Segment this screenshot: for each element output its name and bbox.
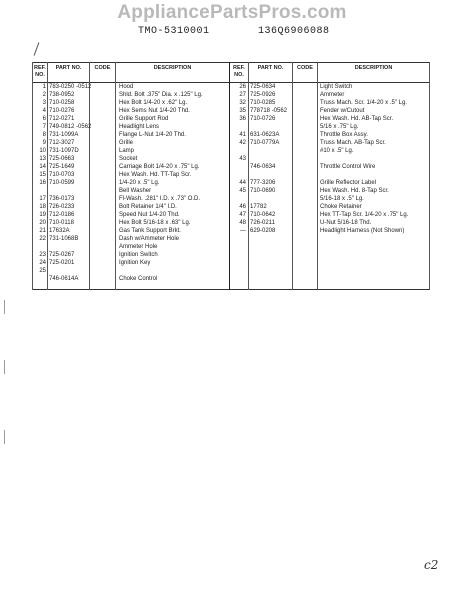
ref-no: 9: [42, 140, 46, 146]
description: Ammeter Hole: [119, 244, 158, 250]
part-no: 783-0250 -0512: [49, 84, 92, 90]
ref-no: 27: [239, 92, 246, 98]
part-no: 777-3206: [250, 180, 276, 186]
ref-no: 36: [239, 116, 246, 122]
ref-no: 23: [39, 252, 46, 258]
table-row: [32, 260, 430, 267]
header-code-left: CODE: [94, 65, 111, 71]
parts-list-table: [32, 62, 430, 290]
ref-no: 19: [39, 212, 46, 218]
header-part-left: PART NO.: [55, 65, 82, 71]
table-row: [32, 268, 430, 275]
part-no: 712-0186: [49, 212, 75, 218]
header-part-right: PART NO.: [257, 65, 284, 71]
ref-no: 17: [39, 196, 46, 202]
part-no: 710-0276: [49, 108, 75, 114]
ref-no: 7: [42, 124, 46, 130]
description: Grille Reflector Label: [320, 180, 377, 186]
part-no: 710-0258: [49, 100, 75, 106]
description: Headlight Harness (Not Shown): [320, 228, 405, 234]
part-no: 710-0690: [250, 188, 276, 194]
table-row: [32, 156, 430, 163]
part-no: 738-0952: [49, 92, 75, 98]
description: Grille Support Rod: [119, 116, 169, 122]
description: Hood: [119, 84, 134, 90]
table-row: [32, 220, 430, 227]
part-no: 710-0118: [49, 220, 74, 226]
ref-no: 1: [42, 84, 46, 90]
description: Gas Tank Support Brkt.: [119, 228, 181, 234]
part-no: 746-0614A: [49, 276, 79, 282]
description: Speed Nut 1/4-20 Thd.: [119, 212, 180, 218]
ref-no: 42: [239, 140, 246, 146]
ref-no: 22: [39, 236, 46, 242]
ref-no: 2: [42, 92, 46, 98]
table-row: [32, 108, 430, 115]
part-no: 712-0271: [49, 116, 75, 122]
description: Ignition Key: [119, 260, 151, 266]
table-row: [32, 100, 430, 107]
table-row: [32, 236, 430, 243]
description: Fender w/Cutout: [320, 108, 365, 114]
ref-no: 48: [239, 220, 246, 226]
description: Hex Bolt 1/4-20 x .62" Lg.: [119, 100, 188, 106]
part-no: 710-0779A: [250, 140, 280, 146]
description: Fl-Wash. .281" I.D. x .73" O.D.: [119, 196, 201, 202]
table-row: [32, 276, 430, 283]
part-no: 710-0285: [250, 100, 276, 106]
description: Truss Mach. AB-Tap Scr.: [320, 140, 386, 146]
ref-no: 47: [239, 212, 246, 218]
description: Dash w/Ammeter Hole: [119, 236, 180, 242]
handwritten-note: c2: [424, 558, 439, 572]
part-no: 631-0623A: [250, 132, 280, 138]
table-row: [32, 116, 430, 123]
table-row: [32, 212, 430, 219]
table-row: [32, 124, 430, 131]
part-no: 17782: [250, 204, 267, 210]
part-no: 746-0634: [250, 164, 276, 170]
description: Flange L-Nut 1/4-20 Thd.: [119, 132, 186, 138]
description: 5/16-18 x .5" Lg.: [320, 196, 364, 202]
description: Ammeter: [320, 92, 345, 98]
part-no: 710-0642: [250, 212, 276, 218]
ref-no: 45: [239, 188, 246, 194]
part-no: 736-0173: [49, 196, 75, 202]
header-ref-left: REF. NO.: [34, 65, 46, 78]
part-no: 725-0926: [250, 92, 276, 98]
part-no: 710-0703: [49, 172, 75, 178]
table-row: [32, 244, 430, 251]
ref-no: 6: [42, 116, 46, 122]
table-row: [32, 204, 430, 211]
ref-no: 35: [239, 108, 246, 114]
ref-no: 21: [39, 228, 46, 234]
description: Hex Bolt 5/16-18 x .63" Lg.: [119, 220, 191, 226]
pen-mark: [34, 42, 40, 55]
description: Hex Wash. Hd. 8-Tap Scr.: [320, 188, 389, 194]
description: Hex Wash. Hd. AB-Tap Scr.: [320, 116, 394, 122]
ref-no: 14: [39, 164, 46, 170]
table-row: [32, 140, 430, 147]
part-no: 731-1068B: [49, 236, 79, 242]
description: 1/4-20 x .5" Lg.: [119, 180, 160, 186]
part-no: 710-0726: [250, 116, 276, 122]
description: Truss Mach. Scr. 1/4-20 x .5" Lg.: [320, 100, 407, 106]
header-description-right: DESCRIPTION: [354, 65, 393, 71]
site-header: AppliancePartsPros.com: [117, 2, 347, 23]
description: U-Nut 5/16-18 Thd.: [320, 220, 372, 226]
description: Hex TT-Tap Scr. 1/4-20 x .75" Lg.: [320, 212, 409, 218]
description: Ignition Switch: [119, 252, 158, 258]
ref-no: 25: [39, 268, 46, 274]
description: Light Switch: [320, 84, 353, 90]
table-row: [32, 172, 430, 179]
table-row: [32, 180, 430, 187]
description: Throttle Box Assy.: [320, 132, 368, 138]
part-no: 778718 -0562: [250, 108, 288, 114]
header-ref-right: REF. NO.: [233, 65, 245, 78]
description: #10 x .5" Lg.: [320, 148, 354, 154]
ref-no: 13: [39, 156, 46, 162]
table-row: [32, 84, 430, 91]
margin-mark: [4, 360, 5, 374]
part-no: 629-0208: [250, 228, 276, 234]
description: Shld. Bolt .375" Dia. x .125" Lg.: [119, 92, 203, 98]
description: Headlight Lens: [119, 124, 160, 130]
description: 5/16 x .75" Lg.: [320, 124, 359, 130]
part-no: 731-1097D: [49, 148, 79, 154]
ref-no: 26: [239, 84, 246, 90]
ref-no: 20: [39, 220, 46, 226]
part-no: 725-1649: [49, 164, 75, 170]
part-no: 725-0201: [49, 260, 75, 266]
table-row: [32, 252, 430, 259]
description: Carriage Bolt 1/4-20 x .75" Lg.: [119, 164, 200, 170]
ref-no: 43: [239, 156, 246, 162]
ref-no: 15: [39, 172, 46, 178]
margin-mark: [4, 300, 5, 314]
part-no: 725-0663: [49, 156, 75, 162]
part-no: 726-0233: [49, 204, 75, 210]
table-top-rule: [32, 62, 430, 63]
part-no: 17632A: [49, 228, 70, 234]
ref-no: 10: [39, 148, 46, 154]
ref-no: 8: [42, 132, 46, 138]
part-no: 749-0812 -0562: [49, 124, 92, 130]
description: Socket: [119, 156, 138, 162]
description: Bell Washer: [119, 188, 152, 194]
ref-no: 3: [42, 100, 46, 106]
description: Hex Sems Nut 1/4-20 Thd.: [119, 108, 190, 114]
part-no: 731-1099A: [49, 132, 79, 138]
ref-no: 24: [39, 260, 46, 266]
table-row: [32, 148, 430, 155]
description: Choke Retainer: [320, 204, 362, 210]
ref-no: 32: [239, 100, 246, 106]
table-header-rule: [32, 82, 430, 83]
table-row: [32, 228, 430, 235]
ref-no: 16: [39, 180, 46, 186]
table-row: [32, 164, 430, 171]
description: Choke Control: [119, 276, 158, 282]
part-no: 726-0211: [250, 220, 275, 226]
header-code-right: CODE: [297, 65, 313, 71]
ref-no: —: [240, 228, 246, 234]
description: Grille: [119, 140, 134, 146]
table-row: [32, 92, 430, 99]
table-row: [32, 196, 430, 203]
ref-no: 44: [239, 180, 246, 186]
part-no: 725-0634: [250, 84, 276, 90]
ref-no: 41: [239, 132, 246, 138]
margin-mark: [4, 430, 5, 444]
part-no: 725-0267: [49, 252, 75, 258]
description: Hex Wash. Hd. TT-Tap Scr.: [119, 172, 192, 178]
table-row: [32, 188, 430, 195]
description: Bolt Retainer 1/4" I.D.: [119, 204, 177, 210]
model-number-left: TMO-5310001: [138, 26, 210, 37]
ref-no: 18: [39, 204, 46, 210]
table-bottom-rule: [32, 289, 430, 290]
part-no: 712-3027: [49, 140, 75, 146]
description: Lamp: [119, 148, 135, 154]
model-number-right: 136Q6906088: [258, 26, 330, 37]
description: Throttle Control Wire: [320, 164, 376, 170]
part-no: 710-0599: [49, 180, 75, 186]
header-description-left: DESCRIPTION: [153, 65, 192, 71]
ref-no: 4: [42, 108, 46, 114]
table-row: [32, 132, 430, 139]
ref-no: 46: [239, 204, 246, 210]
